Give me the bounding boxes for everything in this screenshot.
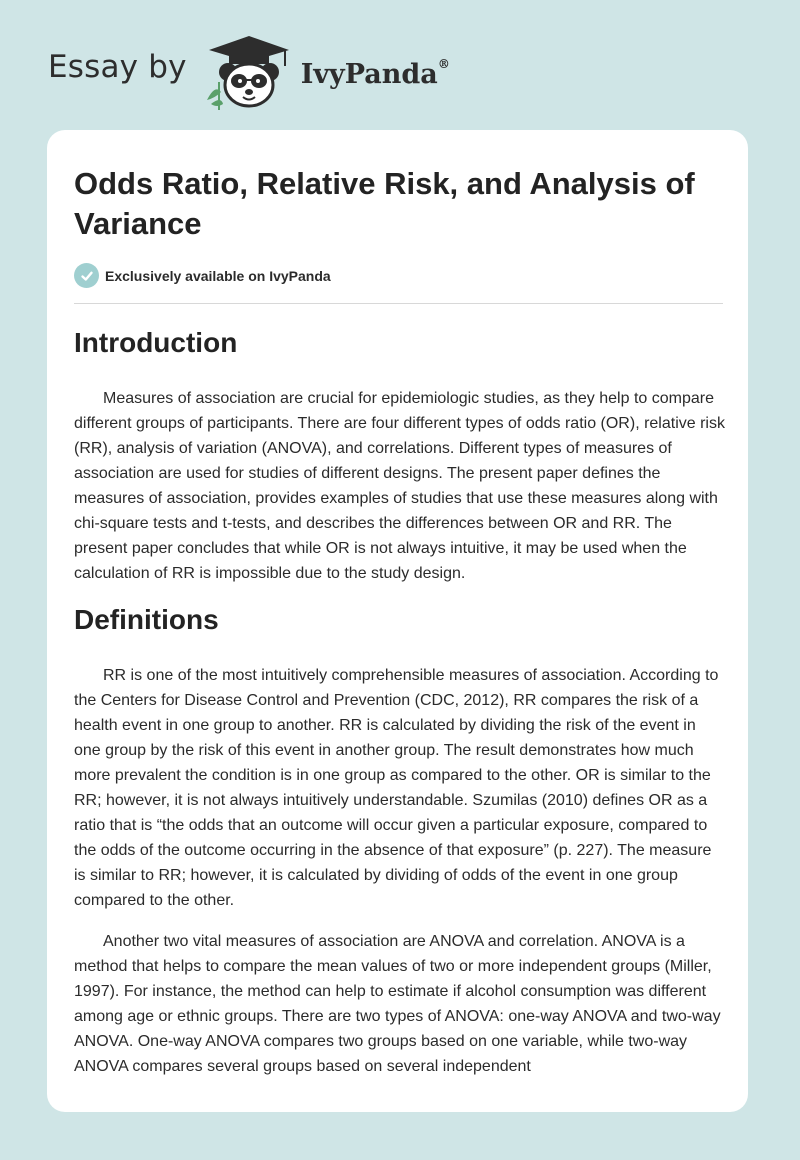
brand-name[interactable] (300, 56, 450, 90)
paragraph: RR is one of the most intuitively comprehensible measures of association. According to the Centers for Disease Control and Prevention (CDC, 2012), RR compares the risk of a health event in one group to another. RR is calculated by dividing the risk of the event in one group by the risk of this event in another group. The result demonstrates how much more prevalent the condition is in one group as compared to the other. OR is similar to the RR; however, it is not always intuitively understandable. Szumilas (2010) defines OR as a ratio that is “the odds that an outcome will occur given a particular exposure, compared to the odds of the outcome occurring in the absence of that exposure” (p. 227). The measure is similar to RR; however, it is calculated by dividing of odds of the event in one group compared to the other. (74, 667, 719, 909)
exclusive-label: Exclusively available on IvyPanda (105, 267, 331, 284)
brand-text: IvyPanda (300, 58, 438, 90)
divider (74, 303, 723, 304)
check-circle-icon (74, 263, 99, 288)
trademark-symbol: ® (437, 56, 450, 71)
site-header (48, 30, 548, 110)
panda-logo-icon[interactable] (201, 30, 297, 110)
paragraph: Another two vital measures of association are ANOVA and correlation. ANOVA is a method that helps to compare the mean values of two or more independent groups (Miller, 1997). For instance, the method can help to estimate if alcohol consumption was different among age or ethnic groups. There are two types of ANOVA: one-way ANOVA and two-way ANOVA. One-way ANOVA compares two groups based on one variable, while two-way ANOVA compares several groups based on several independent (74, 933, 721, 1075)
section-heading-definitions: Definitions (74, 604, 219, 635)
essay-card (47, 130, 748, 1112)
paragraph: Measures of association are crucial for epidemiologic studies, as they help to compare different groups of participants. There are four different types of odds ratio (OR), relative risk (RR), analysis of variation (ANOVA), and correlations. Different types of measures of association are used for studies of different designs. The present paper defines the measures of association, provides examples of studies that use these measures along with chi-square tests and t-tests, and describes the differences between OR and RR. The present paper concludes that while OR is not always intuitive, it may be used when the calculation of RR is impossible due to the study design. (74, 390, 725, 582)
exclusive-badge (74, 263, 331, 288)
page-title: Odds Ratio, Relative Risk, and Analysis of Variance (74, 166, 695, 241)
section-heading-introduction: Introduction (74, 327, 238, 358)
essay-by-text: Essay by (48, 49, 187, 85)
